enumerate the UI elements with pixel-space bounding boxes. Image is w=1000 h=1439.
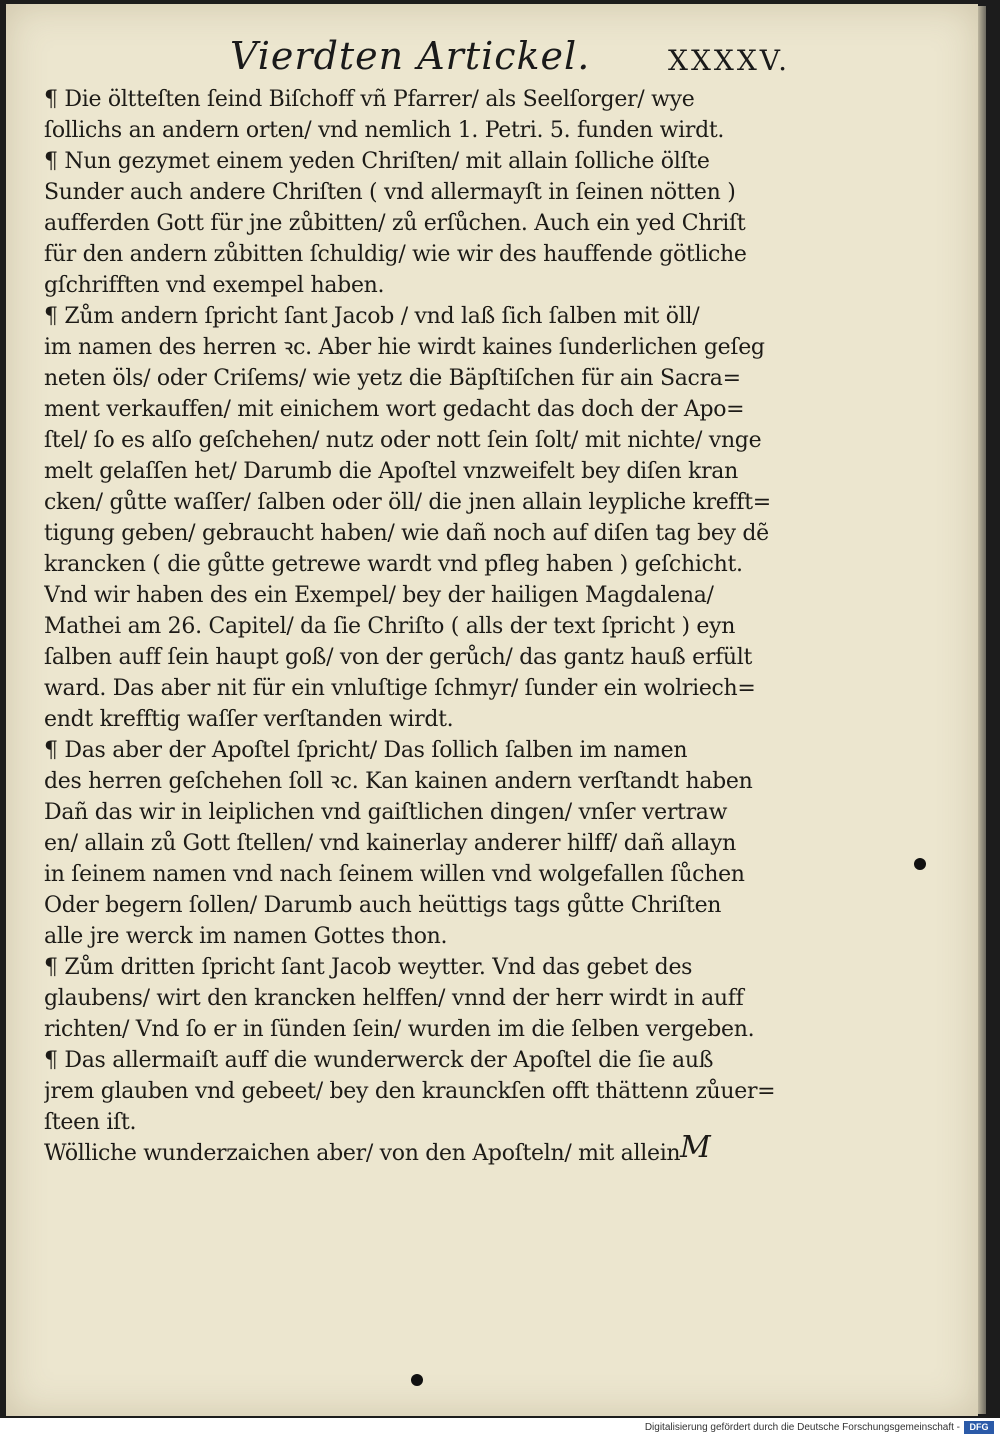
text-line: gſchrifften vnd exempel haben. (44, 273, 385, 298)
text-line: ¶ Zům andern ſpricht ſant Jacob / vnd laß ſich ſalben mit öll/ (44, 304, 700, 329)
text-line: ward. Das aber nit für ein vnluſtige ſchmyr/ ſunder ein wolriech= (44, 676, 756, 701)
text-line: richten/ Vnd ſo er in ſünden ſein/ wurden im die ſelben vergeben. (44, 1017, 755, 1042)
text-line: neten öls/ oder Criſems/ wie yetz die Bäpſtiſchen für ain Sacra= (44, 366, 741, 391)
text-line: im namen des herren ꝛc. Aber hie wirdt kaines ſunderlichen geſeg (44, 335, 765, 360)
text-line: ¶ Die öltteſten ſeind Biſchoff vñ Pfarrer/ als Seelſorger/ wye (44, 87, 695, 112)
text-line: ſollichs an andern orten/ vnd nemlich 1. Petri. 5. funden wirdt. (44, 118, 725, 143)
text-line: ¶ Zům dritten ſpricht ſant Jacob weytter. Vnd das gebet des (44, 955, 693, 980)
text-line: ſteen iſt. (44, 1110, 137, 1135)
text-line: des herren geſchehen ſoll ꝛc. Kan kainen andern verſtandt haben (44, 769, 753, 794)
margin-dot (914, 858, 926, 870)
text-line: krancken ( die gůtte getrewe wardt vnd pfleg haben ) geſchicht. (44, 552, 743, 577)
text-line: endt krefftig waſſer verſtanden wirdt. (44, 707, 454, 732)
text-line: tigung geben/ gebraucht haben/ wie dañ noch auf diſen tag bey dẽ (44, 521, 769, 546)
text-line: ¶ Das aber der Apoſtel ſpricht/ Das ſollich ſalben im namen (44, 738, 688, 763)
text-line: Mathei am 26. Capitel/ da ſie Chriſto ( alls der text ſpricht ) eyn (44, 614, 736, 639)
text-line: en/ allain zů Gott ſtellen/ vnd kainerlay anderer hilff/ dañ allayn (44, 831, 736, 856)
folio-number: XXXXV. (668, 44, 790, 77)
catchword: M (680, 1130, 711, 1165)
text-line: ¶ Das allermaiſt auff die wunderwerck der Apoſtel die ſie auß (44, 1048, 714, 1073)
running-title: Vierdten Artickel. (230, 34, 591, 78)
text-line: Vnd wir haben des ein Exempel/ bey der hailigen Magdalena/ (44, 583, 714, 608)
text-line: ſalben auff ſein haupt goß/ von der gerůch/ das gantz hauß erfült (44, 645, 753, 670)
text-line: melt gelaſſen het/ Darumb die Apoſtel vnzweifelt bey diſen kran (44, 459, 738, 484)
text-line: jrem glauben vnd gebeet/ bey den kraunckſen offt thättenn zůuer= (44, 1079, 776, 1104)
text-line: ſtel/ ſo es alſo geſchehen/ nutz oder nott ſein ſolt/ mit nichte/ vnge (44, 428, 762, 453)
text-line: Dañ das wir in leiplichen vnd gaiſtlichen dingen/ vnſer vertraw (44, 800, 728, 825)
text-line: glaubens/ wirt den krancken helffen/ vnnd der herr wirdt in auff (44, 986, 744, 1011)
text-line: Sunder auch andere Chriſten ( vnd allermayſt in ſeinen nötten ) (44, 180, 736, 205)
footer-credit: Digitalisierung gefördert durch die Deutsche Forschungsgemeinschaft - (644, 1422, 960, 1433)
text-line: aufferden Gott für jne zůbitten/ zů erſůchen. Auch ein yed Chriſt (44, 211, 746, 236)
text-line: Oder begern ſollen/ Darumb auch heüttigs tags gůtte Chriſten (44, 893, 722, 918)
text-line: ment verkauffen/ mit einichem wort gedacht das doch der Apo= (44, 397, 745, 422)
text-line: ¶ Nun gezymet einem yeden Chriſten/ mit allain ſolliche ölſte (44, 149, 710, 174)
text-line: in ſeinem namen vnd nach ſeinem willen vnd wolgefallen ſůchen (44, 862, 745, 887)
text-line: Wölliche wunderzaichen aber/ von den Apoſteln/ mit allein (44, 1141, 681, 1166)
text-block (44, 84, 804, 1169)
text-line: alle jre werck im namen Gottes thon. (44, 924, 448, 949)
bottom-dot (411, 1374, 423, 1386)
text-line: cken/ gůtte waſſer/ ſalben oder öll/ die jnen allain leypliche krefft= (44, 490, 771, 515)
footer-bar (0, 1418, 1000, 1439)
text-line: für den andern zůbitten ſchuldig/ wie wir des hauffende götliche (44, 242, 747, 267)
dfg-logo: DFG (964, 1421, 994, 1434)
